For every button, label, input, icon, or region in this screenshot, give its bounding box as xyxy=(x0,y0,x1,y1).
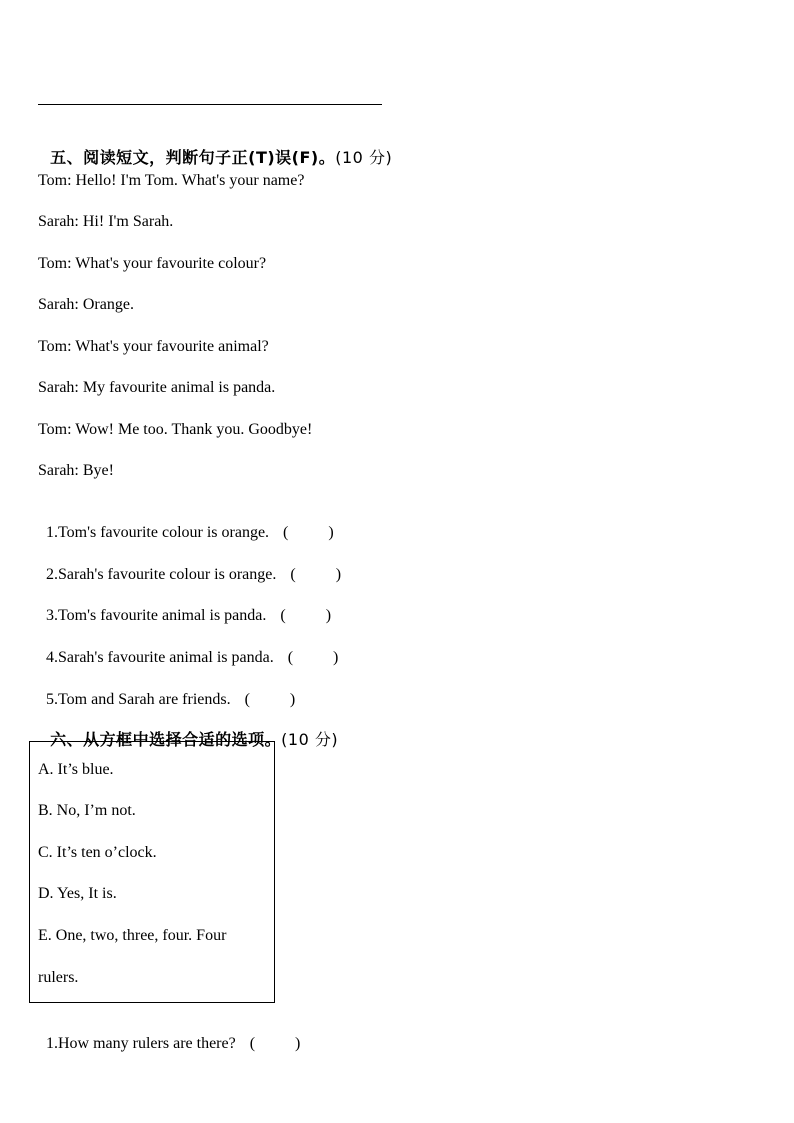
question-text: 1.Tom's favourite colour is orange. xyxy=(46,524,270,541)
question-text: 3.Tom's favourite animal is panda. xyxy=(46,607,267,624)
answer-blank[interactable]: ( ) xyxy=(287,649,339,666)
option-a: A. It’s blue. xyxy=(38,761,114,778)
answer-blank[interactable]: ( ) xyxy=(249,1035,301,1052)
option-b: B. No, I’m not. xyxy=(38,802,136,819)
answer-blank[interactable]: ( ) xyxy=(290,566,342,583)
tf-question-5 xyxy=(38,670,295,710)
top-divider-line xyxy=(38,104,382,105)
dialogue-line: Tom: What's your favourite animal? xyxy=(38,338,269,355)
options-box xyxy=(29,741,275,1003)
section6-heading-text: 六、从方框中选择合适的选项。 xyxy=(50,730,282,749)
option-c: C. It’s ten o’clock. xyxy=(38,844,157,861)
choice-question-1 xyxy=(38,1014,300,1054)
option-d: D. Yes, It is. xyxy=(38,885,117,902)
question-text: 1.How many rulers are there? xyxy=(46,1035,236,1052)
dialogue-line: Sarah: Bye! xyxy=(38,462,114,479)
answer-blank[interactable]: ( ) xyxy=(244,691,296,708)
section5-score: (10 分) xyxy=(335,148,393,167)
section6-score: (10 分) xyxy=(281,730,339,749)
tf-question-1 xyxy=(38,503,334,543)
tf-question-3 xyxy=(38,586,331,626)
tf-question-4 xyxy=(38,628,338,668)
dialogue-line: Sarah: My favourite animal is panda. xyxy=(38,379,276,396)
question-text: 5.Tom and Sarah are friends. xyxy=(46,691,231,708)
question-text: 4.Sarah's favourite animal is panda. xyxy=(46,649,274,666)
section5-heading xyxy=(38,128,392,168)
question-text: 2.Sarah's favourite colour is orange. xyxy=(46,566,277,583)
answer-blank[interactable]: ( ) xyxy=(283,524,334,541)
dialogue-line: Tom: Wow! Me too. Thank you. Goodbye! xyxy=(38,421,313,438)
option-e-continued: rulers. xyxy=(38,969,79,986)
answer-blank[interactable]: ( ) xyxy=(280,607,332,624)
dialogue-line: Tom: What's your favourite colour? xyxy=(38,255,267,272)
dialogue-line: Sarah: Orange. xyxy=(38,296,134,313)
dialogue-line: Sarah: Hi! I'm Sarah. xyxy=(38,213,174,230)
option-e: E. One, two, three, four. Four xyxy=(38,927,227,944)
section5-heading-text: 五、阅读短文，判断句子正(T)误(F)。 xyxy=(50,148,336,167)
dialogue-line: Tom: Hello! I'm Tom. What's your name? xyxy=(38,172,305,189)
tf-question-2 xyxy=(38,545,341,585)
